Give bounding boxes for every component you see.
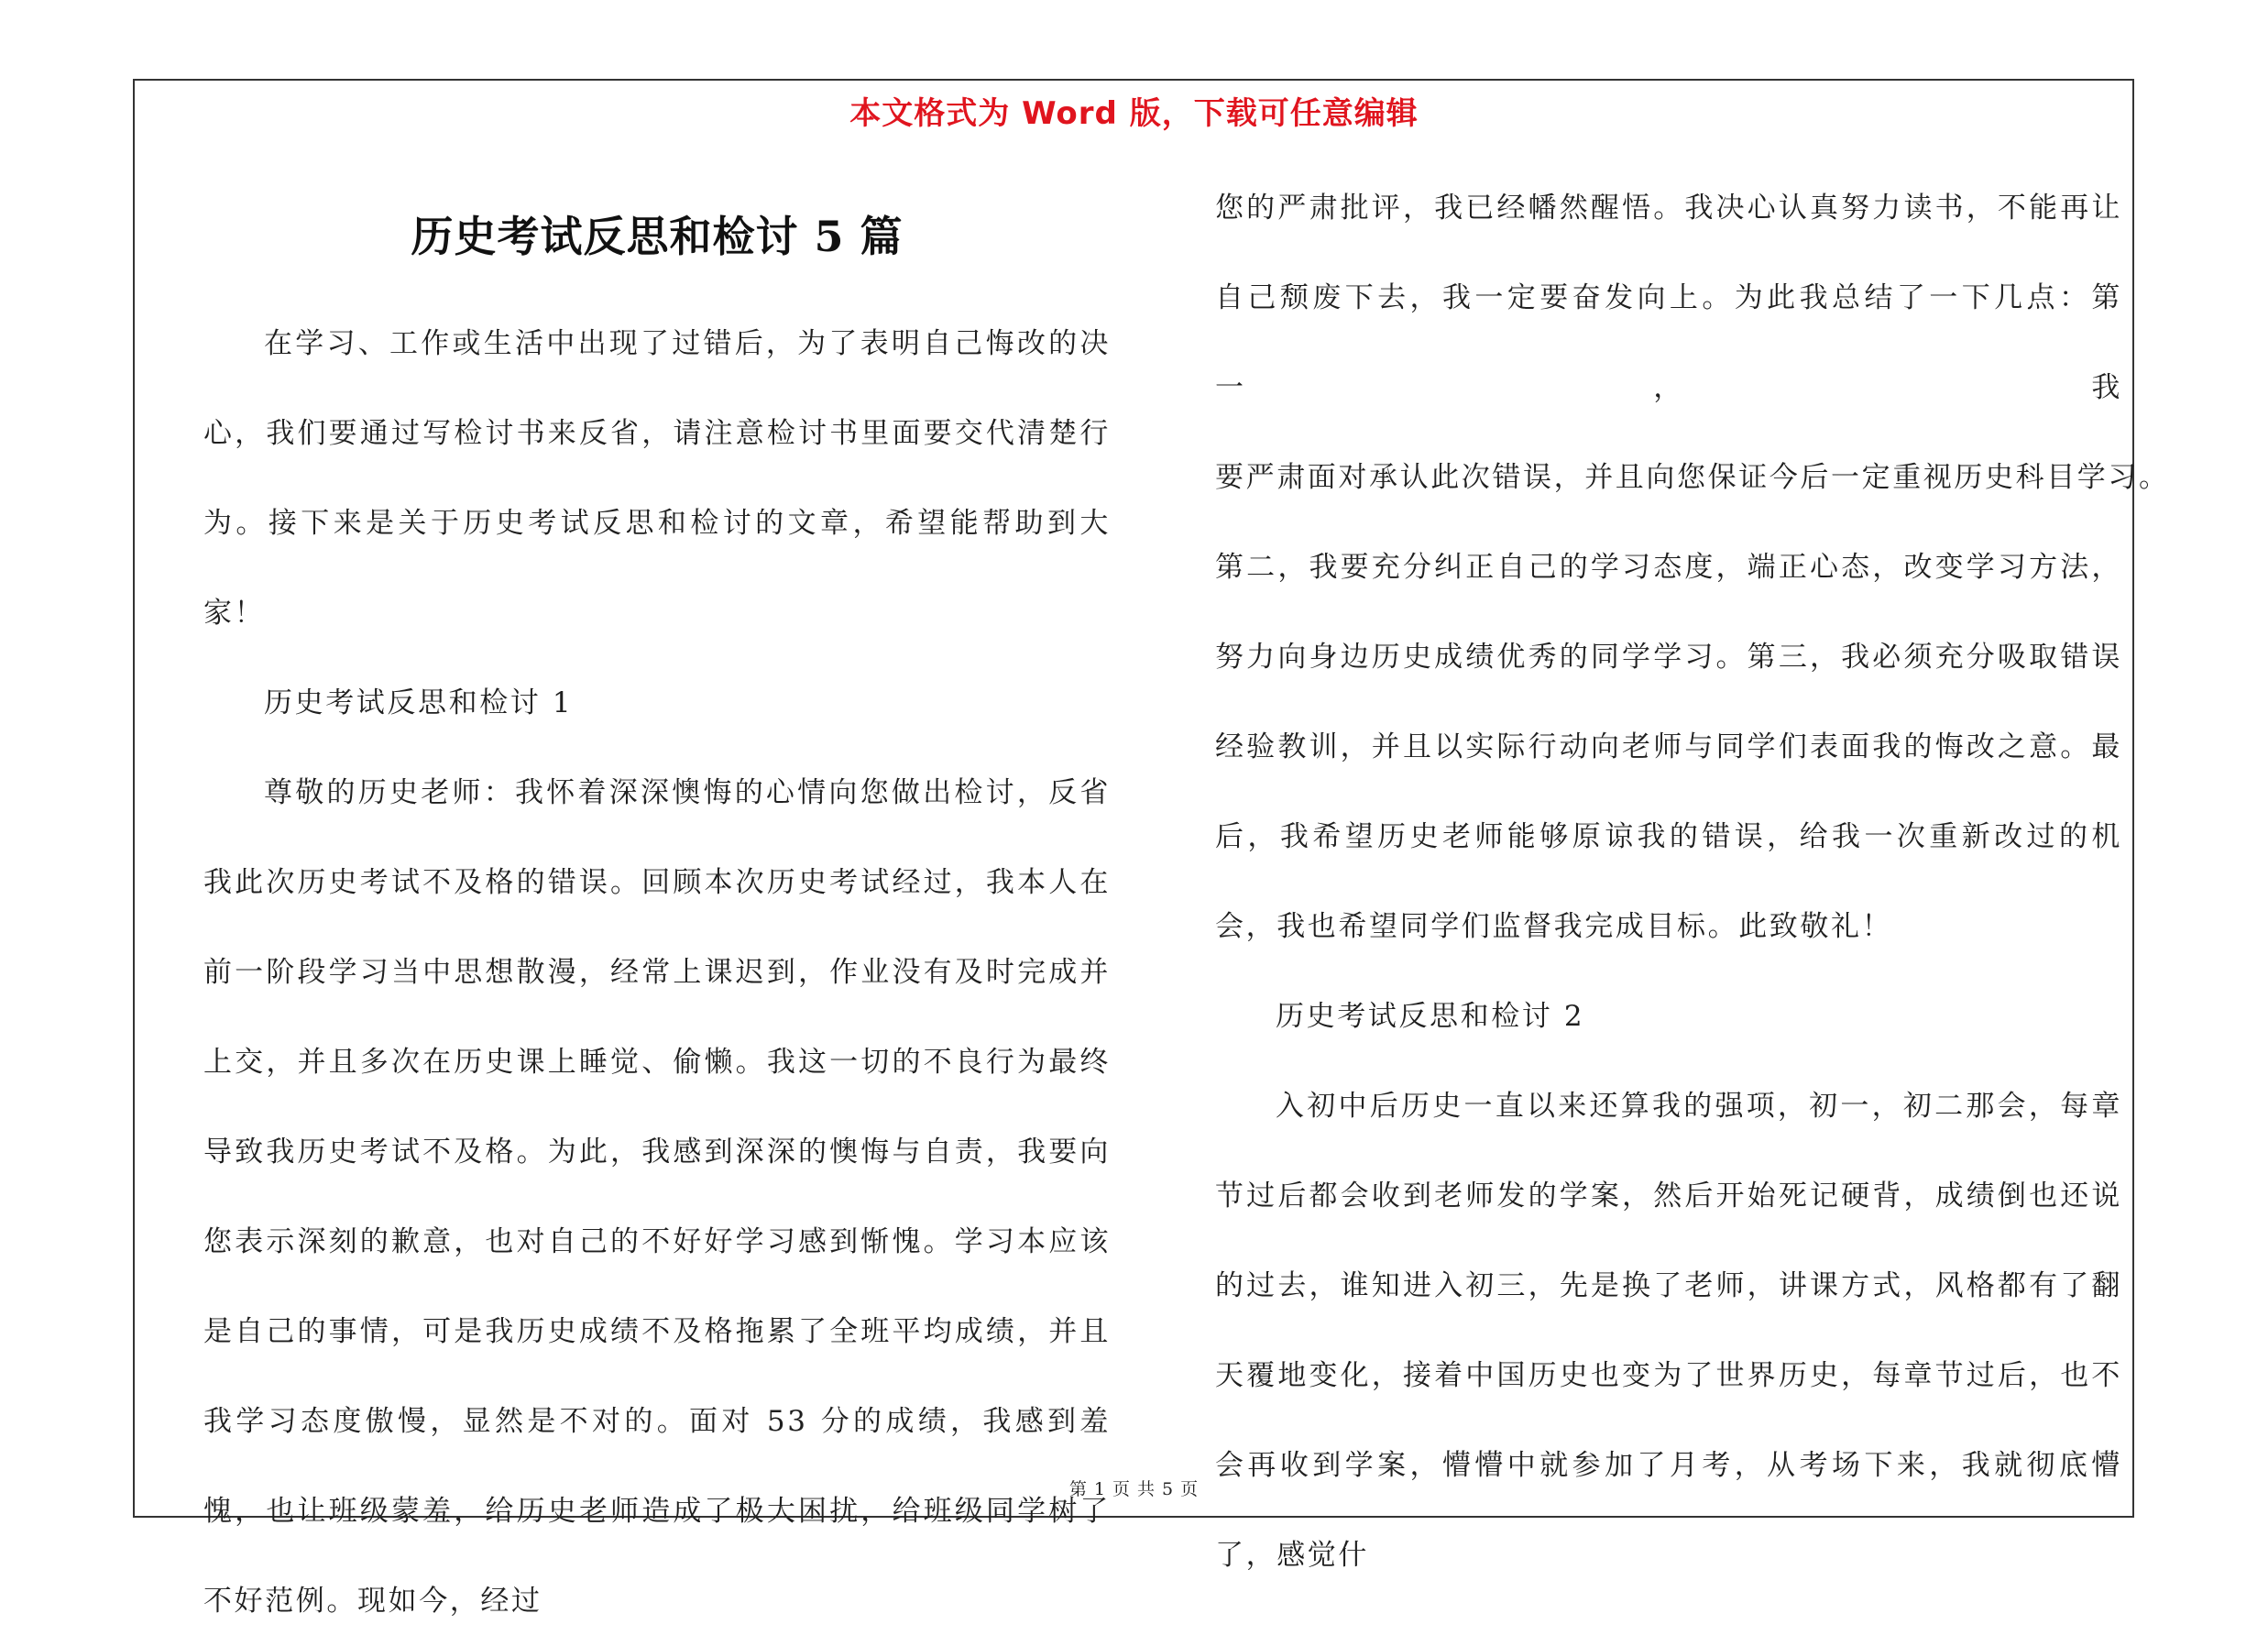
section-body-2: 入初中后历史一直以来还算我的强项，初一，初二那会，每章节过后都会收到老师发的学案，然后开始死记硬背，成绩倒也还说的过去，谁知进入初三，先是换了老师，讲课方式，风格都有了翻天覆地变化，接着中国历史也变为了世界历史，每章节过后，也不会再收到学案，懵懵中就参加了月考，从考场下来，我就彻底懵了，感觉什 [1215, 1090, 2122, 1572]
continuation-text-overflow: 要严肃面对承认此次错误，并且向您保证今后一定重视历史科目学习。 [1215, 461, 2170, 494]
intro-paragraph: 在学习、工作或生活中出现了过错后，为了表明自己悔改的决心，我们要通过写检讨书来反省，请注意检讨书里面要交代清楚行为。接下来是关于历史考试反思和检讨的文章，希望能帮助到大家！ [203, 327, 1111, 630]
format-notice-banner: 本文格式为 Word 版，下载可任意编辑 [849, 95, 1419, 132]
left-column [203, 299, 1111, 1646]
section-body-1: 尊敬的历史老师：我怀着深深懊悔的心情向您做出检讨，反省我此次历史考试不及格的错误。回顾本次历史考试经过，我本人在前一阶段学习当中思想散漫，经常上课迟到，作业没有及时完成并上交，并且多次在历史课上睡觉、偷懒。我这一切的不良行为最终导致我历史考试不及格。为此，我感到深深的懊悔与自责，我要向您表示深刻的歉意，也对自己的不好好学习感到惭愧。学习本应该是自己的事情，可是我历史成绩不及格拖累了全班平均成绩，并且我学习态度傲慢，显然是不对的。面对 53 分的成绩，我感到羞愧，也让班级蒙羞，给历史老师造成了极大困扰，给班级同学树了不好范例。现如今，经过 [203, 776, 1111, 1618]
section-heading-2: 历史考试反思和检讨 2 [1276, 1000, 1585, 1033]
document-title: 历史考试反思和检讨 5 篇 [411, 212, 904, 261]
continuation-text-part1: 您的严肃批评，我已经幡然醒悟。我决心认真努力读书，不能再让自己颓废下去，我一定要奋发向上。为此我总结了一下几点：第一，我 [1215, 192, 2122, 404]
section-heading-1: 历史考试反思和检讨 1 [264, 686, 574, 719]
page-number-footer: 第 1 页 共 5 页 [1068, 1479, 1200, 1499]
continuation-text-part2: 第二，我要充分纠正自己的学习态度，端正心态，改变学习方法，努力向身边历史成绩优秀的同学学习。第三，我必须充分吸取错误经验教训，并且以实际行动向老师与同学们表面我的悔改之意。最后，我希望历史老师能够原谅我的错误，给我一次重新改过的机会，我也希望同学们监督我完成目标。此致敬礼！ [1215, 551, 2122, 943]
continuation-paragraph [1215, 163, 2170, 971]
right-column [1215, 163, 2170, 1600]
